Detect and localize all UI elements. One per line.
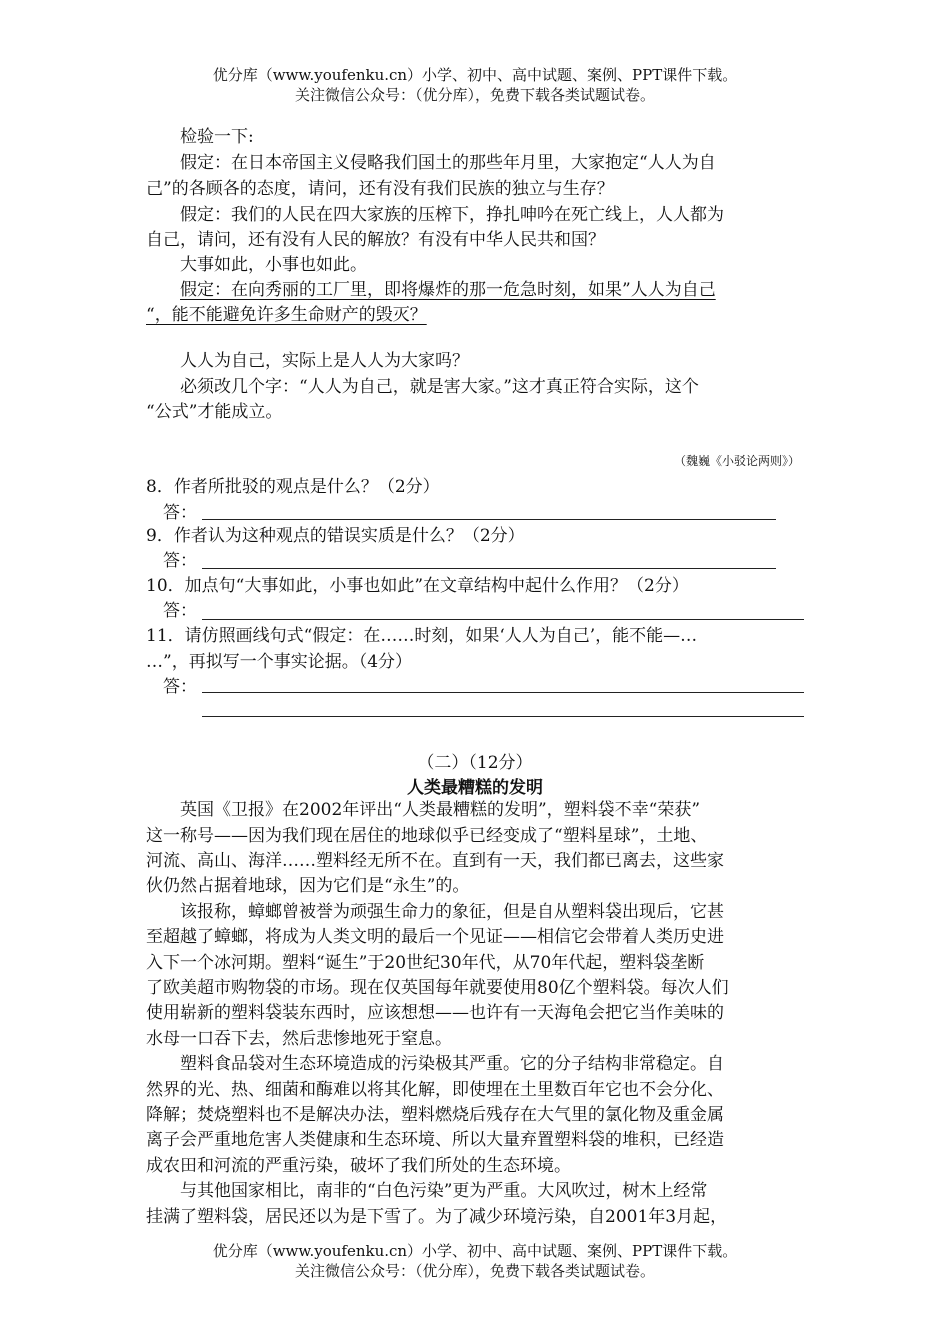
page-footer-line2: 关注微信公众号：（优分库），免费下载各类试题试卷。 [294, 1262, 655, 1280]
passage1-line: 必须改几个字：“人人为自己，就是害大家。”这才真正符合实际，这个 [180, 377, 699, 397]
question-10: 10．加点句“大事如此，小事也如此”在文章结构中起什么作用？（2分） [146, 576, 689, 596]
section2-line: 英国《卫报》在2002年评出“人类最糟糕的发明”，塑料袋不幸“荣获” [180, 800, 701, 820]
answer-label-10: 答： [163, 601, 197, 621]
key-sentence: 大事如此，小事也如此。 [180, 255, 367, 275]
question-11-cont: …”，再拟写一个事实论据。（4分） [146, 652, 413, 672]
page-footer-line1: 优分库（www.youfenku.cn）小学、初中、高中试题、案例、PPT课件下载。 [212, 1242, 738, 1260]
question-9: 9．作者认为这种观点的错误实质是什么？（2分） [146, 526, 525, 546]
page-header-line1: 优分库（www.youfenku.cn）小学、初中、高中试题、案例、PPT课件下载。 [212, 66, 738, 84]
section2-title: 人类最糟糕的发明 [407, 778, 543, 798]
answer-line-10[interactable] [202, 619, 804, 620]
section2-line: 河流、高山、海洋……塑料经无所不在。直到有一天，我们都已离去，这些家 [146, 851, 724, 871]
answer-line-9[interactable] [202, 568, 776, 569]
question-11: 11．请仿照画线句式“假定：在……时刻，如果‘人人为自己’，能不能—… [146, 626, 698, 646]
section2-line: 塑料食品袋对生态环境造成的污染极其严重。它的分子结构非常稳定。自 [180, 1054, 724, 1074]
question-8: 8．作者所批驳的观点是什么？（2分） [146, 477, 440, 497]
passage1-line: 假定：在日本帝国主义侵略我们国土的那些年月里，大家抱定“人人为自 [180, 153, 716, 173]
section2-line: 然界的光、热、细菌和酶难以将其化解，即使埋在土里数百年它也不会分化、 [146, 1080, 724, 1100]
passage1-line: “公式”才能成立。 [146, 402, 283, 422]
passage1-line: 己”的各顾各的态度，请问，还有没有我们民族的独立与生存？ [146, 179, 614, 199]
page-header-line2: 关注微信公众号：（优分库），免费下载各类试题试卷。 [294, 86, 655, 104]
answer-line-11a[interactable] [202, 692, 804, 693]
section2-line: 与其他国家相比，南非的“白色污染”更为严重。大风吹过，树木上经常 [180, 1181, 708, 1201]
section2-line: 成农田和河流的严重污染，破坏了我们所处的生态环境。 [146, 1156, 571, 1176]
answer-label-9: 答： [163, 551, 197, 571]
section2-line: 入下一个冰河期。塑料“诞生”于20世纪30年代，从70年代起，塑料袋垄断 [146, 953, 705, 973]
underlined-sentence-part2: “，能不能避免许多生命财产的毁灭？ [146, 305, 427, 325]
passage1-line: 检验一下: [180, 127, 254, 147]
answer-line-11b[interactable] [202, 716, 804, 717]
section2-line: 这一称号——因为我们现在居住的地球似乎已经变成了“塑料星球”，土地、 [146, 826, 708, 846]
section2-line: 水母一口吞下去，然后悲惨地死于窒息。 [146, 1029, 452, 1049]
passage1-line: 自己，请问，还有没有人民的解放？有没有中华人民共和国？ [146, 230, 605, 250]
section2-line: 挂满了塑料袋，居民还以为是下雪了。为了减少环境污染，自2001年3月起， [146, 1207, 728, 1227]
section2-line: 离子会严重地危害人类健康和生态环境、所以大量弃置塑料袋的堆积，已经造 [146, 1130, 724, 1150]
section2-line: 了欧美超市购物袋的市场。现在仅英国每年就要使用80亿个塑料袋。每次人们 [146, 978, 729, 998]
section2-heading: （二）（12分） [417, 753, 533, 773]
answer-line-8[interactable] [202, 519, 776, 520]
section2-line: 该报称，蟑螂曾被誉为顽强生命力的象征，但是自从塑料袋出现后，它甚 [180, 902, 724, 922]
section2-line: 至超越了蟑螂，将成为人类文明的最后一个见证——相信它会带着人类历史进 [146, 927, 724, 947]
answer-label-11: 答： [163, 677, 197, 697]
passage1-line: 人人为自己，实际上是人人为大家吗？ [180, 351, 469, 371]
answer-label-8: 答： [163, 503, 197, 523]
passage1-line: 假定：我们的人民在四大家族的压榨下，挣扎呻吟在死亡线上，人人都为 [180, 205, 724, 225]
section2-line: 降解；焚烧塑料也不是解决办法，塑料燃烧后残存在大气里的氯化物及重金属 [146, 1105, 724, 1125]
passage1-source: （魏巍《小驳论两则》） [673, 454, 800, 468]
underlined-sentence-part1: 假定：在向秀丽的工厂里，即将爆炸的那一危急时刻，如果”人人为自己 [180, 280, 716, 300]
section2-line: 使用崭新的塑料袋装东西时，应该想想——也许有一天海龟会把它当作美味的 [146, 1003, 724, 1023]
section2-line: 伙仍然占据着地球，因为它们是“永生”的。 [146, 876, 470, 896]
